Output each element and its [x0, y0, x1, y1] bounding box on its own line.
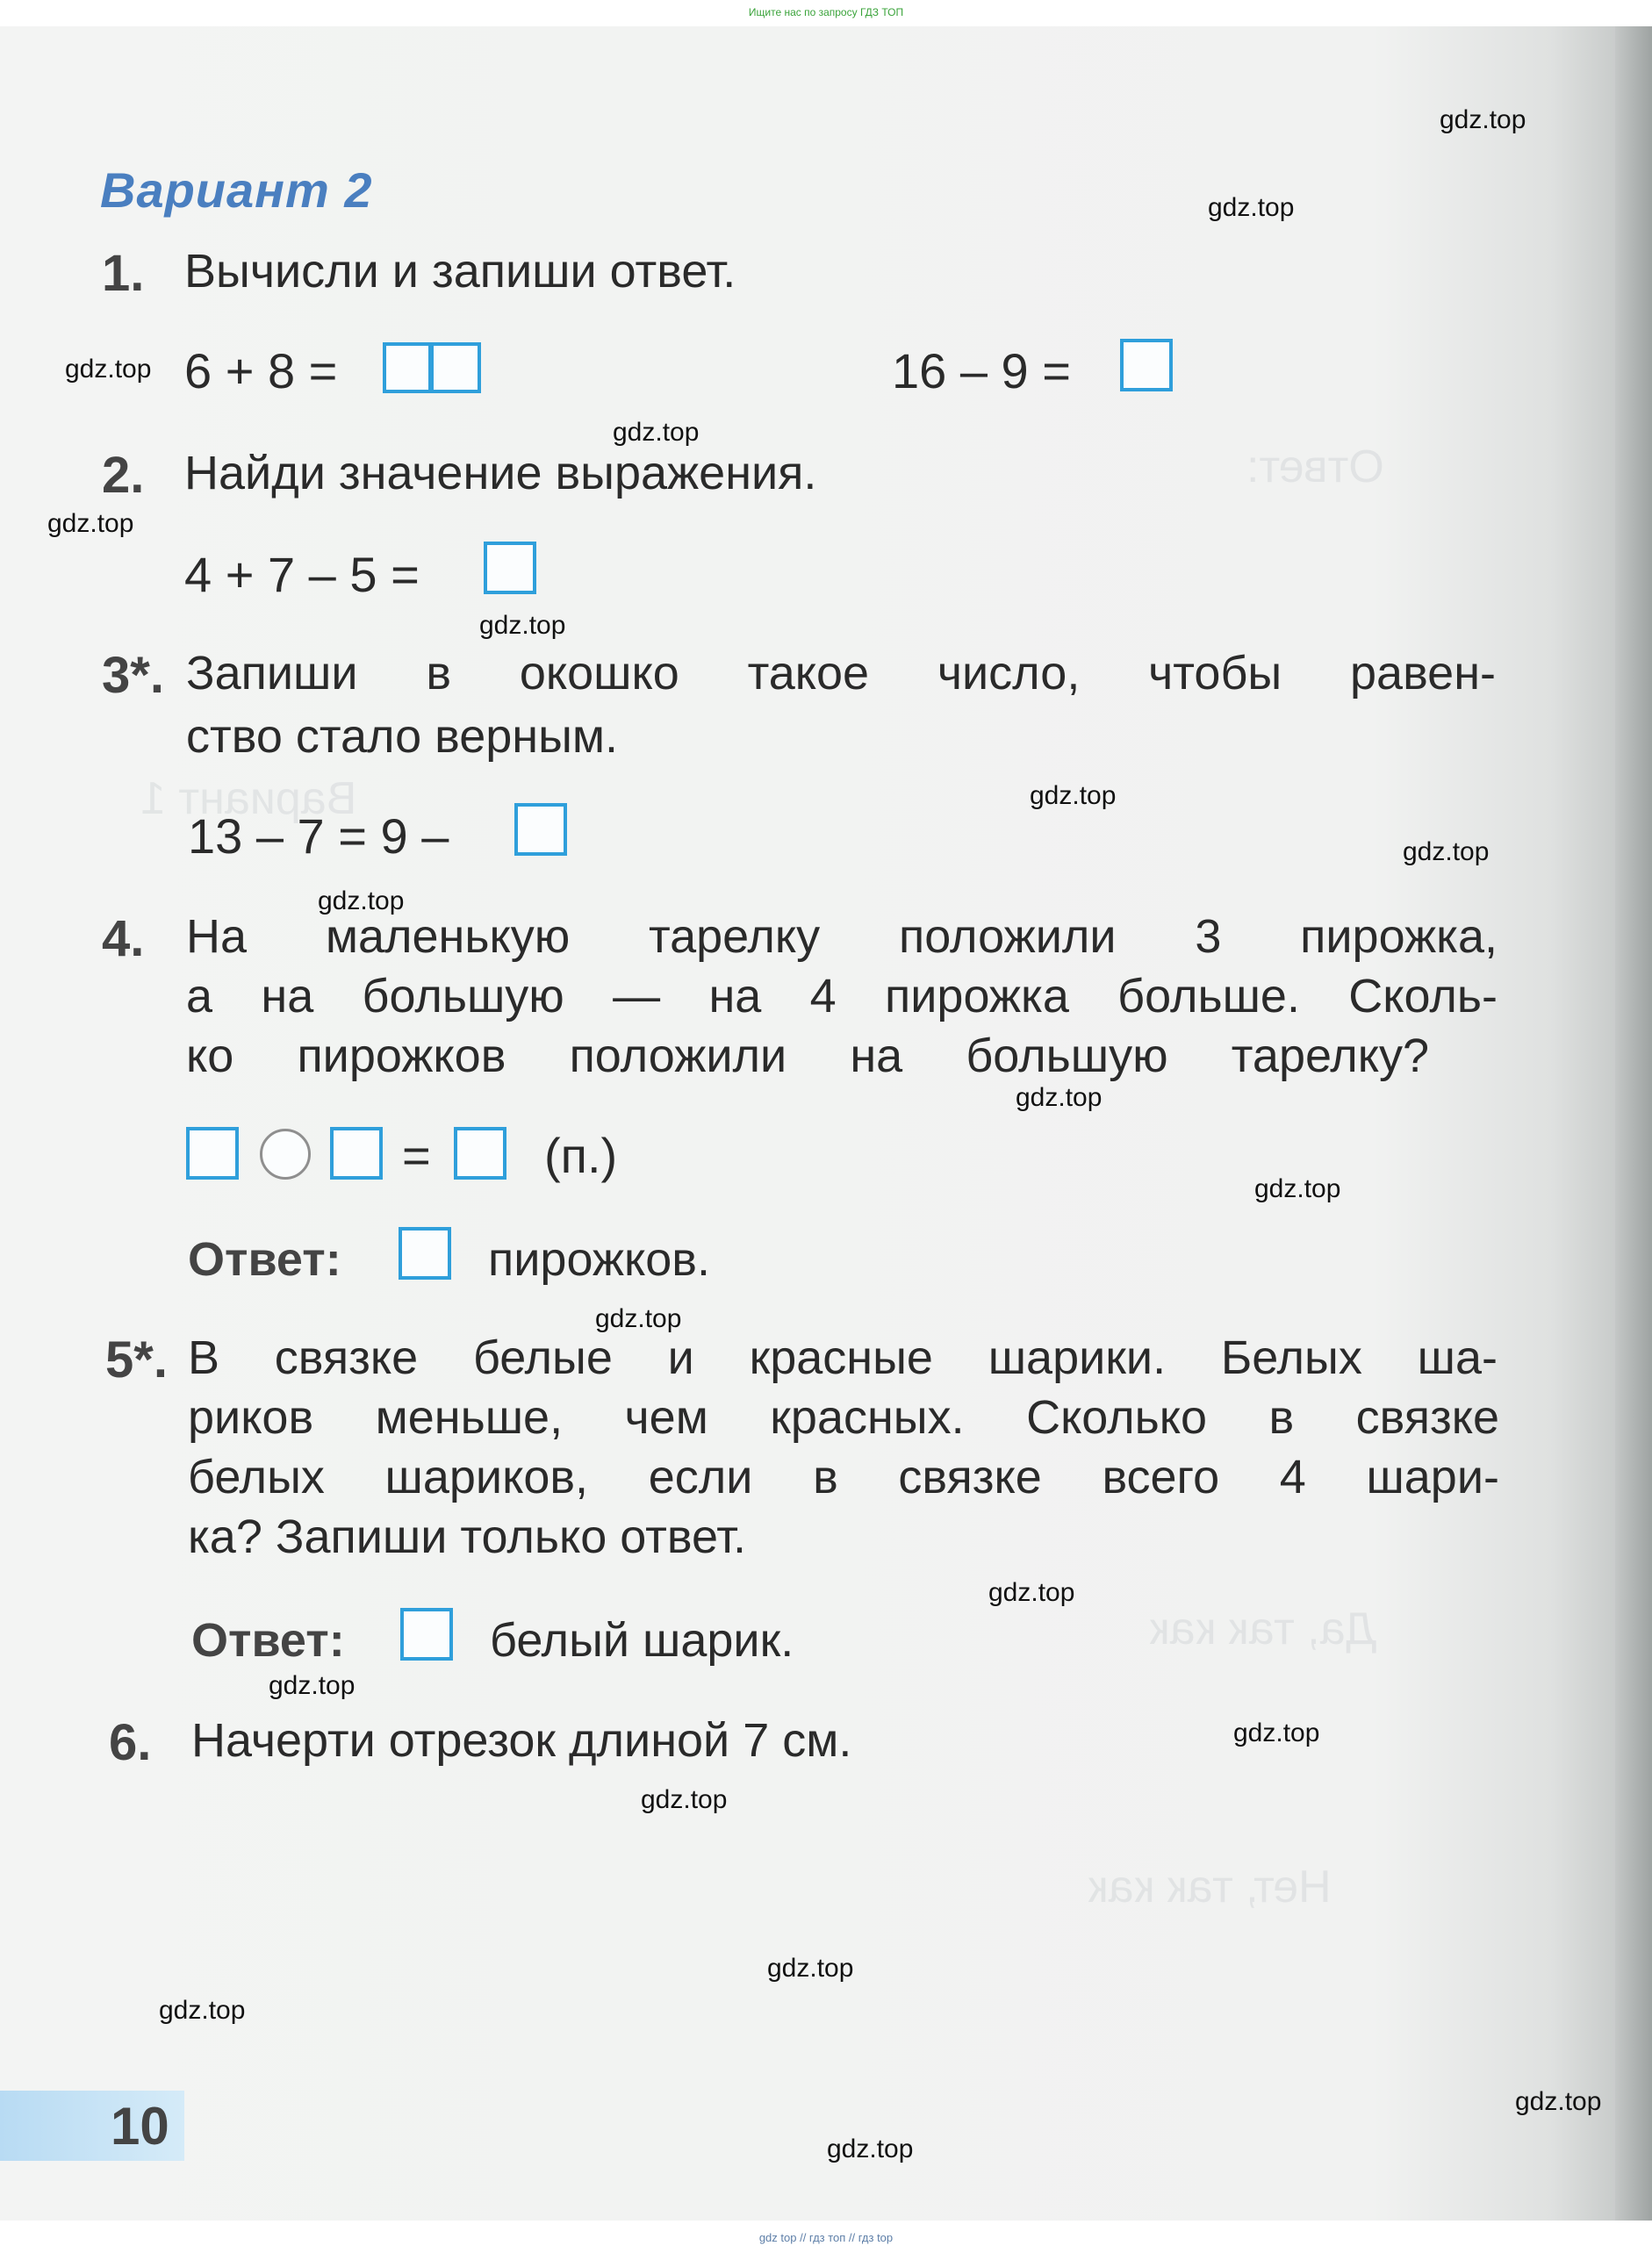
watermark: gdz.top — [1208, 193, 1295, 222]
watermark: gdz.top — [1440, 105, 1526, 134]
watermark: gdz.top — [65, 355, 152, 384]
watermark: gdz.top — [595, 1304, 682, 1333]
answer-box-ones[interactable] — [432, 342, 481, 393]
task-6-text: Начерти отрезок длиной 7 см. — [191, 1714, 852, 1767]
task-1-number: 1. — [102, 245, 145, 302]
page-number: 10 — [111, 2097, 169, 2156]
task-6-number: 6. — [109, 1714, 152, 1771]
watermark: gdz.top — [269, 1671, 356, 1700]
answer-label: Ответ: — [188, 1233, 341, 1286]
watermark: gdz.top — [767, 1954, 854, 1983]
task-3-line-2: ство стало верным. — [186, 710, 619, 763]
task-1-text: Вычисли и запиши ответ. — [184, 245, 736, 298]
answer-box[interactable] — [1120, 339, 1173, 391]
footer-note: gdz top // гдз топ // гдз top — [758, 2231, 894, 2244]
task-2-number: 2. — [102, 447, 145, 504]
watermark: gdz.top — [1254, 1174, 1341, 1203]
answer-box[interactable] — [400, 1608, 453, 1661]
watermark: gdz.top — [1403, 837, 1490, 866]
operator-circle[interactable] — [260, 1129, 311, 1180]
task-4-line-3: ко пирожков положили на большую тарелку? — [186, 1030, 1429, 1082]
answer-unit: белый шарик. — [490, 1614, 794, 1667]
watermark: gdz.top — [1233, 1718, 1320, 1747]
watermark: gdz.top — [47, 509, 134, 538]
bleed-through-yes: Да, так как — [1150, 1604, 1376, 1654]
task-2-expression: 4 + 7 – 5 = — [184, 547, 420, 602]
watermark: gdz.top — [1016, 1083, 1103, 1112]
task-5-line-2: риков меньше, чем красных. Сколько в связке — [188, 1391, 1499, 1444]
task-4-line-2: а на большую — на 4 пирожка больше. Сколь- — [186, 970, 1498, 1022]
book-spine — [1615, 26, 1652, 2238]
task-1-expression-a: 6 + 8 = — [184, 343, 338, 398]
watermark: gdz.top — [827, 2135, 914, 2163]
watermark: gdz.top — [318, 886, 405, 915]
watermark: gdz.top — [613, 418, 700, 447]
answer-box-tens[interactable] — [383, 342, 432, 393]
equals-sign: = — [402, 1128, 431, 1183]
task-4-line-1: На маленькую тарелку положили 3 пирожка, — [186, 910, 1498, 963]
header-note: Ищите нас по запросу ГДЗ ТОП — [748, 6, 904, 18]
watermark: gdz.top — [1515, 2087, 1602, 2116]
task-2-text: Найди значение выражения. — [184, 447, 817, 499]
answer-box[interactable] — [399, 1227, 451, 1280]
task-3-expression: 13 – 7 = 9 – — [188, 808, 449, 864]
operand-box-2[interactable] — [330, 1127, 383, 1180]
result-box[interactable] — [454, 1127, 506, 1180]
task-5-line-4: ка? Запиши только ответ. — [188, 1510, 746, 1563]
task-3-number: 3*. — [102, 647, 164, 704]
answer-label: Ответ: — [191, 1614, 345, 1667]
unit-label: (п.) — [544, 1128, 618, 1183]
answer-unit: пирожков. — [488, 1233, 710, 1286]
bleed-through-variant: Вариант 1 — [140, 773, 357, 824]
task-3-line-1: Запиши в окошко такое число, чтобы равен- — [186, 647, 1496, 700]
task-4-number: 4. — [102, 910, 145, 967]
answer-box[interactable] — [484, 542, 536, 594]
bleed-through-answer: Ответ: — [1246, 441, 1384, 492]
watermark: gdz.top — [641, 1785, 728, 1814]
operand-box-1[interactable] — [186, 1127, 239, 1180]
bleed-through-no: Нет, так как — [1088, 1862, 1332, 1912]
answer-box[interactable] — [514, 803, 567, 856]
watermark: gdz.top — [1030, 781, 1117, 810]
task-5-line-3: белых шариков, если в связке всего 4 шари- — [188, 1451, 1499, 1503]
watermark: gdz.top — [988, 1578, 1075, 1607]
task-5-line-1: В связке белые и красные шарики. Белых ша- — [188, 1331, 1498, 1384]
watermark: gdz.top — [479, 611, 566, 640]
variant-title: Вариант 2 — [100, 162, 373, 218]
task-5-number: 5*. — [105, 1331, 168, 1388]
task-1-expression-b: 16 – 9 = — [892, 343, 1071, 398]
watermark: gdz.top — [159, 1996, 246, 2025]
